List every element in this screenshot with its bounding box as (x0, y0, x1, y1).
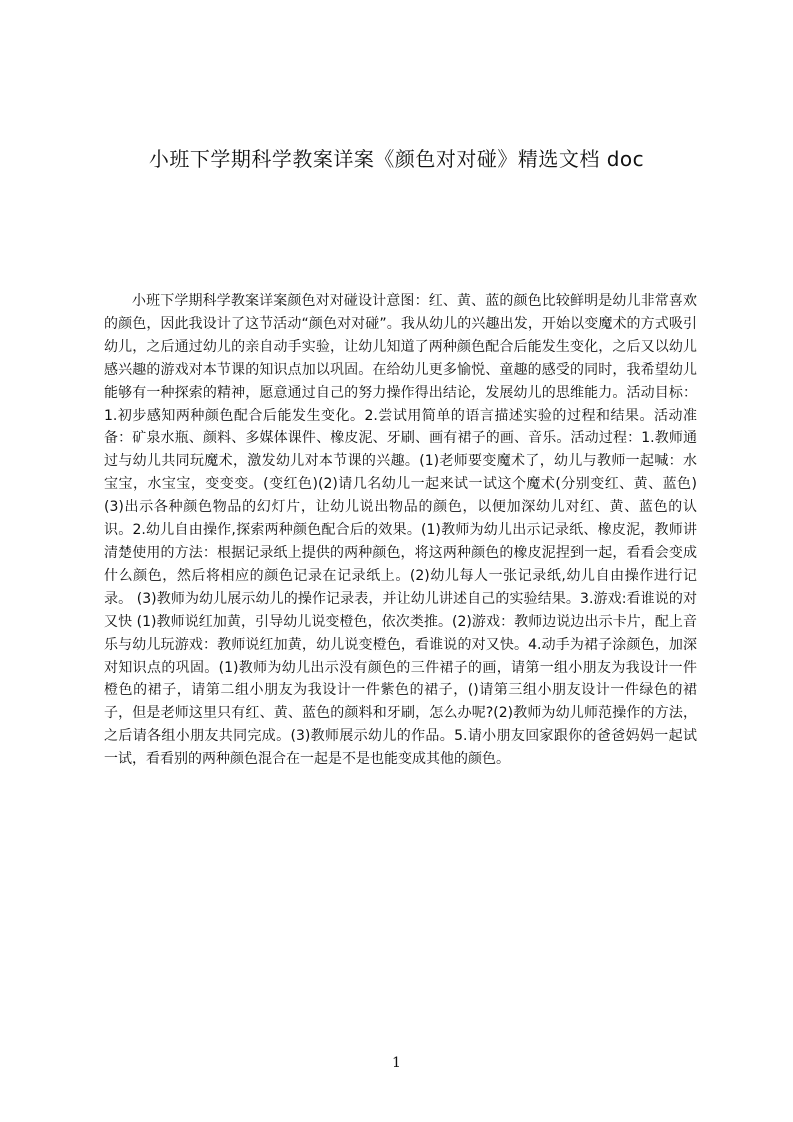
document-body-paragraph: 小班下学期科学教案详案颜色对对碰设计意图：红、黄、蓝的颜色比较鲜明是幼儿非常喜欢的颜色，因此我设计了这节活动“颜色对对碰”。我从幼儿的兴趣出发，开始以变魔术的方式吸引幼儿，之后通过幼儿的亲自动手实验，让幼儿知道了两种颜色配合后能发生变化，之后又以幼儿感兴趣的游戏对本节课的知识点加以巩固。在给幼儿更多愉悦、童趣的感受的同时，我希望幼儿能够有一种探索的精神，愿意通过自己的努力操作得出结论，发展幼儿的思维能力。活动目标：1.初步感知两种颜色配合后能发生变化。2.尝试用简单的语言描述实验的过程和结果。活动准备：矿泉水瓶、颜料、多媒体课件、橡皮泥、牙刷、画有裙子的画、音乐。活动过程：1.教师通过与幼儿共同玩魔术，激发幼儿对本节课的兴趣。(1)老师要变魔术了，幼儿与教师一起喊：水宝宝，水宝宝，变变变。(变红色)(2)请几名幼儿一起来试一试这个魔术(分别变红、黄、蓝色)(3)出示各种颜色物品的幻灯片，让幼儿说出物品的颜色，以便加深幼儿对红、黄、蓝色的认识。2.幼儿自由操作,探索两种颜色配合后的效果。(1)教师为幼儿出示记录纸、橡皮泥，教师讲清楚使用的方法：根据记录纸上提供的两种颜色，将这两种颜色的橡皮泥捏到一起，看看会变成什么颜色，然后将相应的颜色记录在记录纸上。(2)幼儿每人一张记录纸,幼儿自由操作进行记录。 (3)教师为幼儿展示幼儿的操作记录表，并让幼儿讲述自己的实验结果。3.游戏:看谁说的对又快 (1)教师说红加黄，引导幼儿说变橙色，依次类推。(2)游戏：教师边说边出示卡片，配上音乐与幼儿玩游戏：教师说红加黄，幼儿说变橙色，看谁说的对又快。4.动手为裙子涂颜色，加深对知识点的巩固。(1)教师为幼儿出示没有颜色的三件裙子的画，请第一组小朋友为我设计一件橙色的裙子，请第二组小朋友为我设计一件紫色的裙子，()请第三组小朋友设计一件绿色的裙子，但是老师这里只有红、黄、蓝色的颜料和牙刷，怎么办呢?(2)教师为幼儿师范操作的方法，之后请各组小朋友共同完成。(3)教师展示幼儿的作品。5.请小朋友回家跟你的爸爸妈妈一起试一试，看看别的两种颜色混合在一起是不是也能变成其他的颜色。 (104, 293, 697, 768)
page-number: 1 (392, 1055, 401, 1071)
document-title: 小班下学期科学教案详案《颜色对对碰》精选文档 doc (148, 147, 645, 171)
